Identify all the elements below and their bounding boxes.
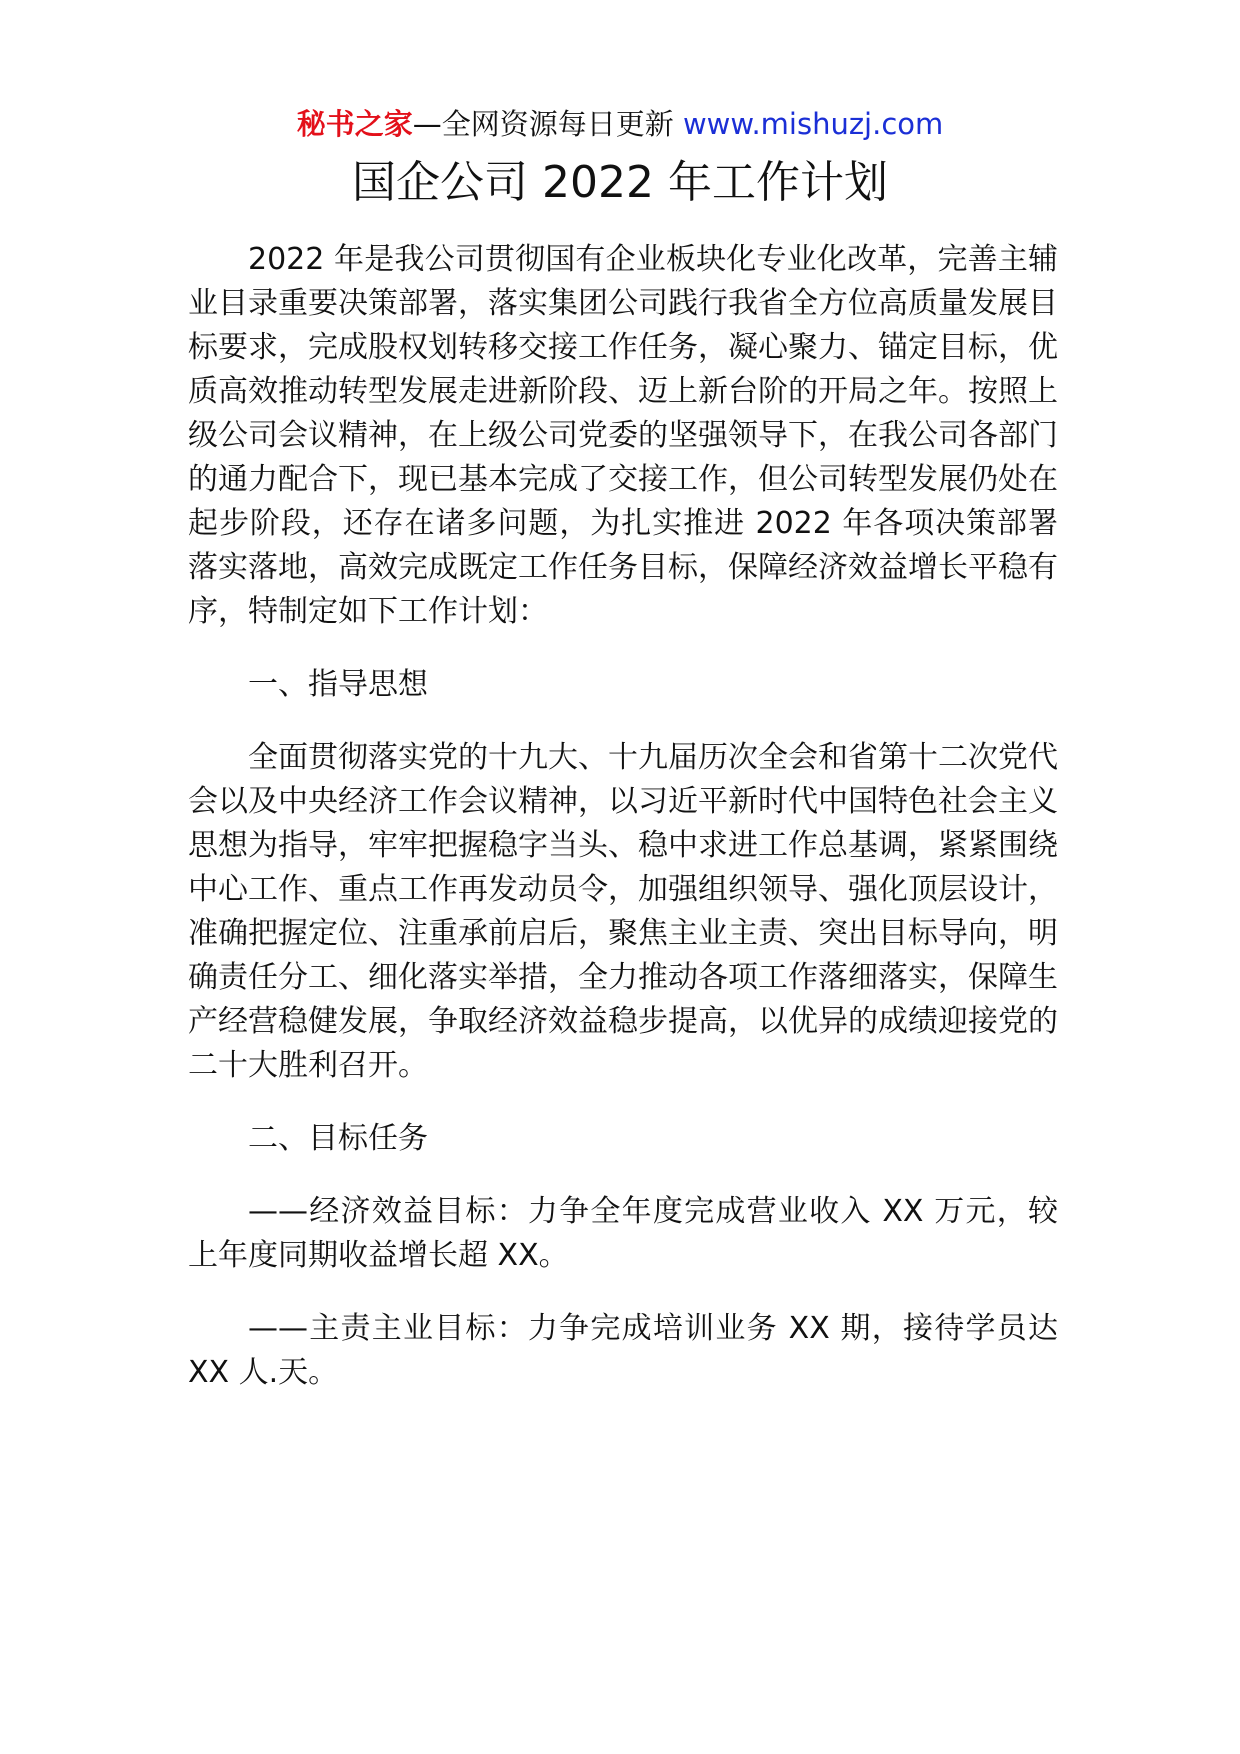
section-heading-guiding-ideology: 一、指导思想 xyxy=(248,667,428,702)
economic-goal-paragraph: ——经济效益目标：力争全年度完成营业收入 XX 万元，较上年度同期收益增长超 XX。 xyxy=(188,1194,1058,1273)
banner-slogan: —全网资源每日更新 xyxy=(412,107,674,141)
guiding-ideology-paragraph: 全面贯彻落实党的十九大、十九届历次全会和省第十二次党代会以及中央经济工作会议精神，以习近平新时代中国特色社会主义思想为指导，牢牢把握稳字当头、稳中求进工作总基调，紧紧围绕中心工作、重点工作再发动员令，加强组织领导、强化顶层设计，准确把握定位、注重承前启后，聚焦主业主责、突出目标导向，明确责任分工、细化落实举措，全力推动各项工作落细落实，保障生产经营稳健发展，争取经济效益稳步提高，以优异的成绩迎接党的二十大胜利召开。 xyxy=(188,740,1058,1083)
document-body xyxy=(188,238,1058,1395)
core-business-goal-paragraph: ——主责主业目标：力争完成培训业务 XX 期，接待学员达 XX 人.天。 xyxy=(188,1311,1058,1390)
section-heading-targets: 二、目标任务 xyxy=(248,1121,428,1156)
banner-brand: 秘书之家 xyxy=(296,107,413,141)
site-banner xyxy=(0,104,1240,144)
banner-url-link[interactable]: www.mishuzj.com xyxy=(682,107,944,141)
intro-paragraph: 2022 年是我公司贯彻国有企业板块化专业化改革，完善主辅业目录重要决策部署，落实集团公司践行我省全方位高质量发展目标要求，完成股权划转移交接工作任务，凝心聚力、锚定目标，优质高效推动转型发展走进新阶段、迈上新台阶的开局之年。按照上级公司会议精神，在上级公司党委的坚强领导下，在我公司各部门的通力配合下，现已基本完成了交接工作，但公司转型发展仍处在起步阶段，还存在诸多问题，为扎实推进 2022 年各项决策部署落实落地，高效完成既定工作任务目标，保障经济效益增长平稳有序，特制定如下工作计划： xyxy=(188,242,1058,629)
document-title: 国企公司 2022 年工作计划 xyxy=(352,157,888,208)
